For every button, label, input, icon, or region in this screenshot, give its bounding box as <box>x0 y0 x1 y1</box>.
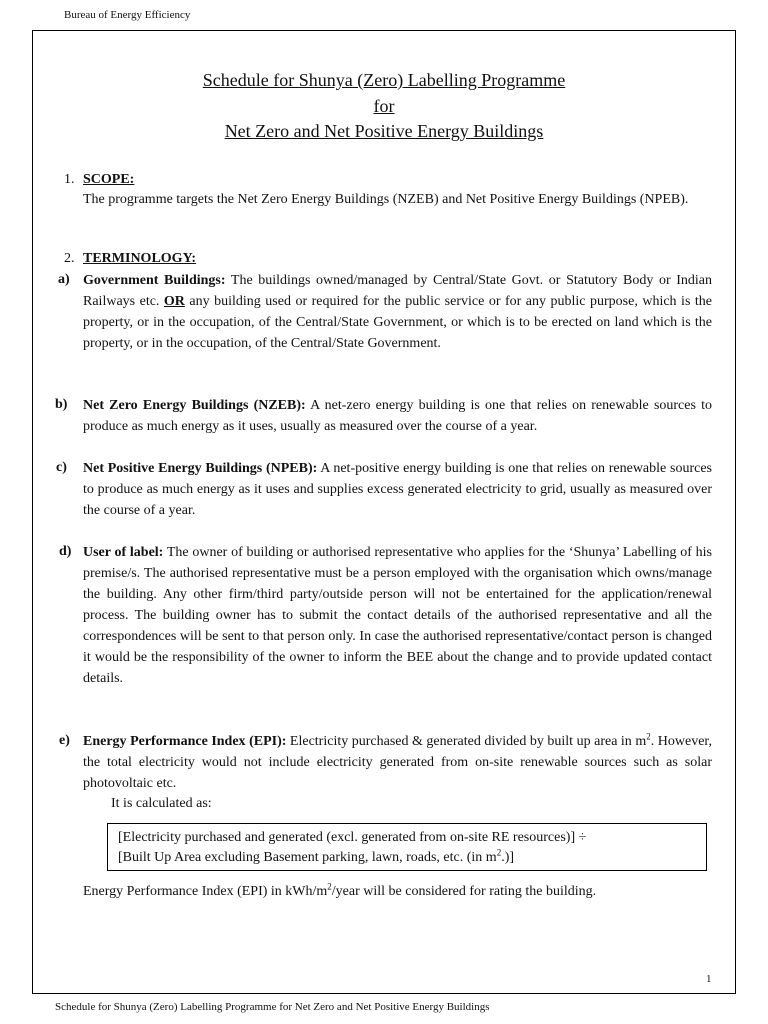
title-line-2: for <box>373 96 395 116</box>
item-d-label: d) <box>59 544 72 559</box>
scope-text: The programme targets the Net Zero Energy Buildings (NZEB) and Net Positive Energy Buildings (NPEB). <box>83 192 689 207</box>
item-c-term: Net Positive Energy Buildings (NPEB): <box>83 461 318 476</box>
item-e-text-1: Electricity purchased & generated divided by built up area in m <box>286 734 647 749</box>
item-a-text-2: any building used or required for the public service or for any public purpose, which is the property, or in the occupation, of the Central/State Government, or which is to be erected on land which is the property, or in the occupation, of the Central/State Government. <box>83 294 712 351</box>
formula-line-1: [Electricity purchased and generated (excl. generated from on-site RE resources)] ÷ <box>118 830 587 845</box>
formula-line-2-text: [Built Up Area excluding Basement parking, lawn, roads, etc. (in m <box>118 850 497 865</box>
item-e-term: Energy Performance Index (EPI): <box>83 734 287 749</box>
terminology-number: 2. <box>64 251 75 266</box>
rating-superscript: 2 <box>327 881 332 892</box>
item-e-paragraph <box>83 731 712 794</box>
page-number: 1 <box>706 973 712 985</box>
terminology-heading: TERMINOLOGY: <box>83 251 197 266</box>
formula-superscript: 2 <box>496 847 502 858</box>
item-c-paragraph <box>83 458 712 521</box>
epi-rating-note <box>83 881 712 902</box>
epi-formula-box <box>107 823 707 871</box>
item-b-text: A net-zero energy building is one that relies on renewable sources to produce as much energy as it uses, usually as measured over the course of a year. <box>83 398 712 434</box>
item-a-term: Government Buildings: <box>83 273 226 288</box>
item-a-paragraph <box>83 270 712 354</box>
item-c-text: A net-positive energy building is one that relies on renewable sources to produce as much energy as it uses and supplies excess generated electricity to grid, usually as measured over the course of a year. <box>83 461 712 518</box>
item-a-label: a) <box>58 272 70 287</box>
formula-line-2-end: .)] <box>501 850 515 865</box>
title-line-1: Schedule for Shunya (Zero) Labelling Programme <box>202 70 566 90</box>
item-a-or: OR <box>163 294 185 309</box>
item-e-superscript: 2 <box>646 731 651 742</box>
item-b-label: b) <box>55 397 68 412</box>
item-e-text-2: . However, the total electricity would not include electricity generated from on-site renewable sources such as solar photovoltaic etc. <box>83 734 713 791</box>
item-d-term: User of label: <box>83 545 164 560</box>
title-line-3: Net Zero and Net Positive Energy Buildings <box>224 121 544 141</box>
rating-text-2: /year will be considered for rating the building. <box>331 884 597 899</box>
scope-heading: SCOPE: <box>83 172 135 187</box>
item-d-text: The owner of building or authorised representative who applies for the ‘Shunya’ Labelling of his premise/s. The authorised representative must be a person employed with the organisation which owns/manage the building. Any other firm/third party/outside person will not be entertained for the application/renewal process. The building owner has to submit the contact details of the authorised representative and all the correspondences will be sent to that person only. In case the authorised representative/contact person is changed it would be the responsibility of the owner to inform the BEE about the change and to provide updated contact details. <box>83 545 712 686</box>
item-b-term: Net Zero Energy Buildings (NZEB): <box>83 398 306 413</box>
item-b-paragraph <box>83 395 712 437</box>
calculation-intro: It is calculated as: <box>111 796 212 811</box>
running-header: Bureau of Energy Efficiency <box>64 9 191 21</box>
running-footer: Schedule for Shunya (Zero) Labelling Programme for Net Zero and Net Positive Energy Buildings <box>55 1001 490 1013</box>
rating-text-1: Energy Performance Index (EPI) in kWh/m <box>83 884 328 899</box>
item-d-paragraph <box>83 542 712 689</box>
item-e-label: e) <box>59 733 70 748</box>
formula-line-2 <box>118 848 696 868</box>
scope-number: 1. <box>64 172 75 187</box>
item-c-label: c) <box>56 460 67 475</box>
item-a-text-1: The buildings owned/managed by Central/State Govt. or Statutory Body or Indian Railways etc. <box>83 273 713 309</box>
